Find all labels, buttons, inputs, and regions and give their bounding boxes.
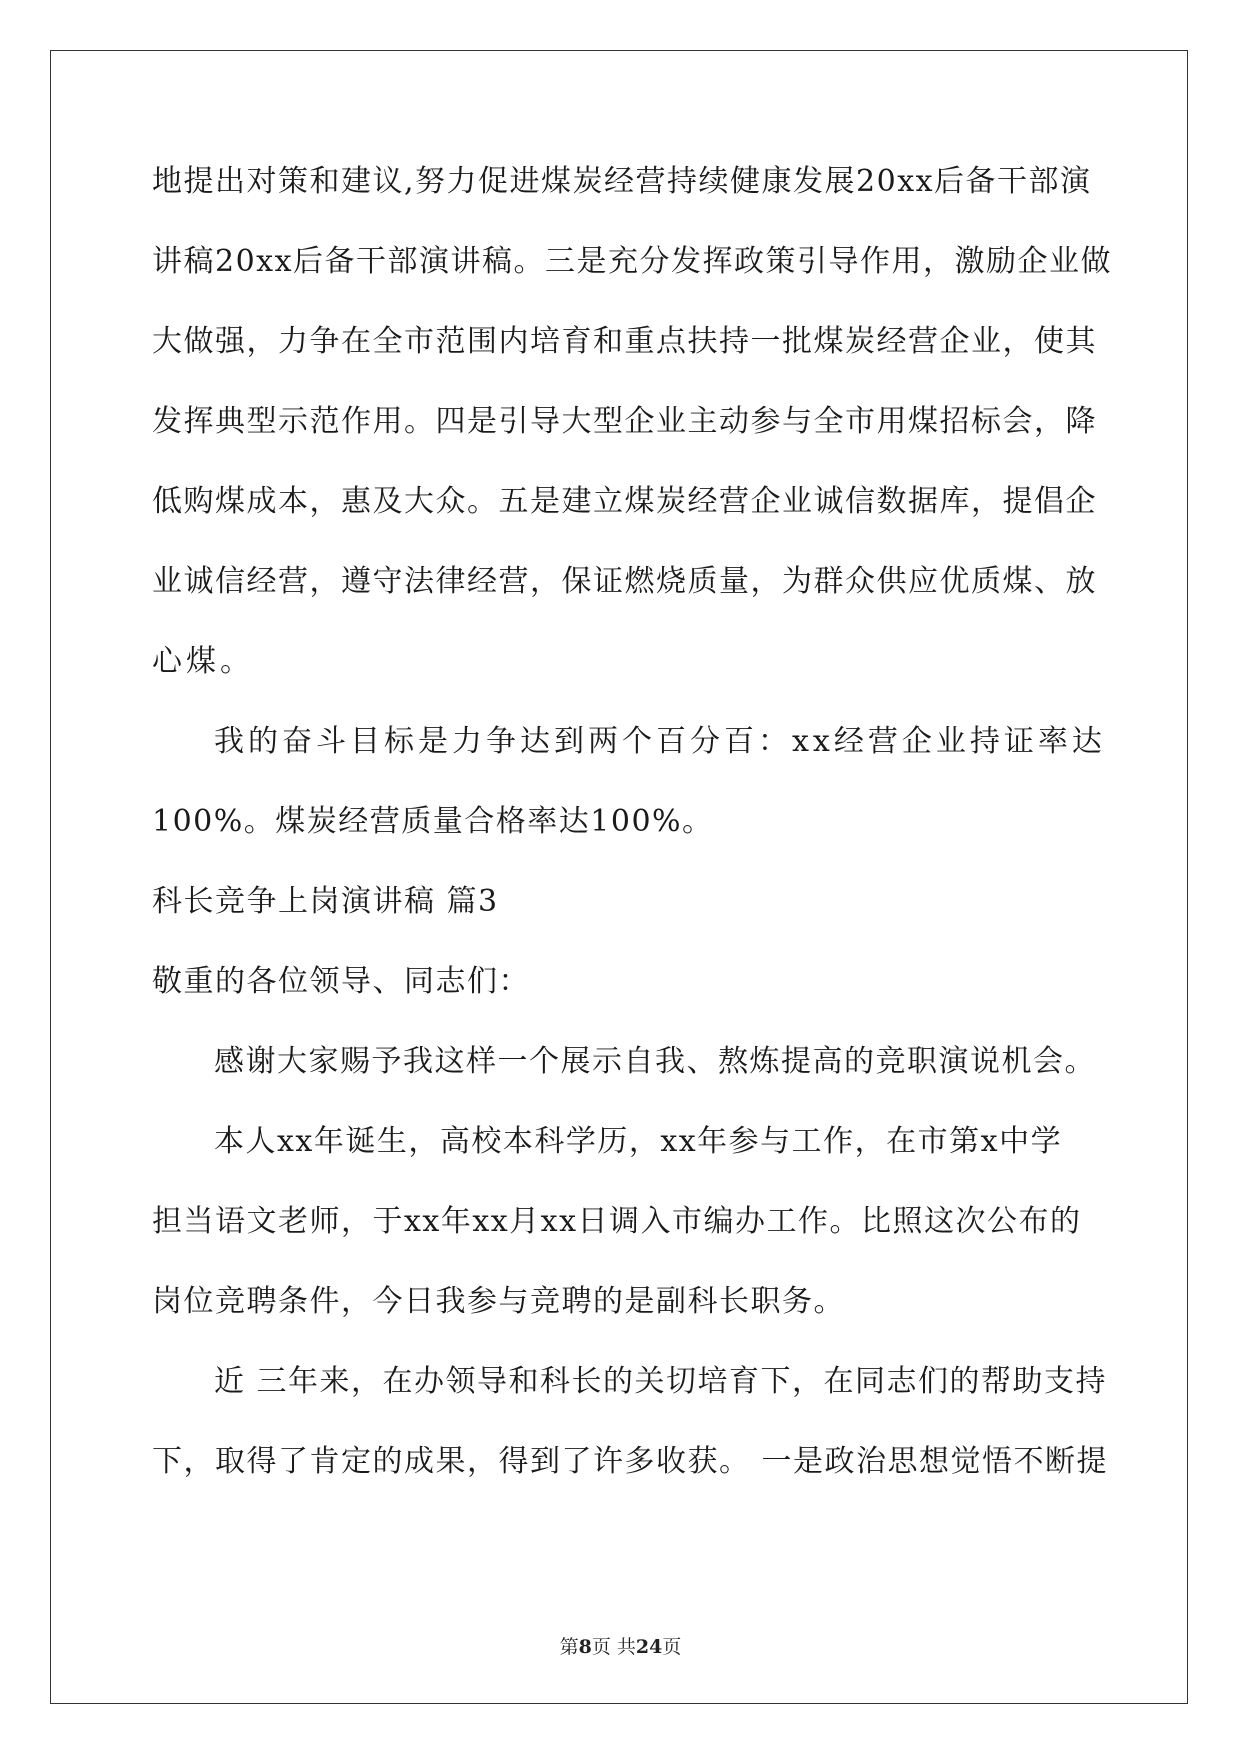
footer-prefix: 第 [559, 1636, 579, 1658]
text-line: 本人xx年诞生，高校本科学历，xx年参与工作，在市第x中学 [214, 1124, 1063, 1159]
document-body [152, 160, 1113, 1520]
text-line: 低购煤成本，惠及大众。五是建立煤炭经营企业诚信数据库，提倡企 [152, 484, 1097, 519]
text-line: 感谢大家赐予我这样一个展示自我、熬炼提高的竞职演说机会。 [214, 1044, 1096, 1079]
footer-suffix: 页 [662, 1636, 682, 1658]
section-heading: 科长竞争上岗演讲稿 篇3 [152, 884, 499, 919]
text-line: 大做强，力争在全市范围内培育和重点扶持一批煤炭经营企业，使其 [152, 324, 1097, 359]
text-line: 心煤。 [152, 644, 254, 679]
text-line: 我的奋斗目标是力争达到两个百分百：xx经营企业持证率达 [214, 724, 1106, 759]
total-pages-number: 24 [635, 1636, 663, 1658]
text-line: 担当语文老师，于xx年xx月xx日调入市编办工作。比照这次公布的 [152, 1204, 1082, 1239]
text-line: 岗位竞聘条件，今日我参与竞聘的是副科长职务。 [152, 1284, 845, 1319]
text-line: 地提出对策和建议,努力促进煤炭经营持续健康发展20xx后备干部演 [152, 164, 1092, 199]
text-line: 业诚信经营，遵守法律经营，保证燃烧质量，为群众供应优质煤、放 [152, 564, 1097, 599]
text-line: 发挥典型示范作用。四是引导大型企业主动参与全市用煤招标会，降 [152, 404, 1097, 439]
text-line: 近 三年来，在办领导和科长的关切培育下，在同志们的帮助支持 [214, 1364, 1108, 1399]
page-footer [0, 1632, 1241, 1659]
text-line: 100%。煤炭经营质量合格率达100%。 [152, 804, 714, 839]
text-line: 讲稿20xx后备干部演讲稿。三是充分发挥政策引导作用，激励企业做 [152, 244, 1113, 279]
current-page-number: 8 [578, 1636, 592, 1658]
salutation: 敬重的各位领导、同志们： [152, 964, 530, 999]
footer-mid: 页 共 [591, 1636, 636, 1658]
text-line: 下，取得了肯定的成果，得到了许多收获。 一是政治思想觉悟不断提 [152, 1444, 1109, 1479]
